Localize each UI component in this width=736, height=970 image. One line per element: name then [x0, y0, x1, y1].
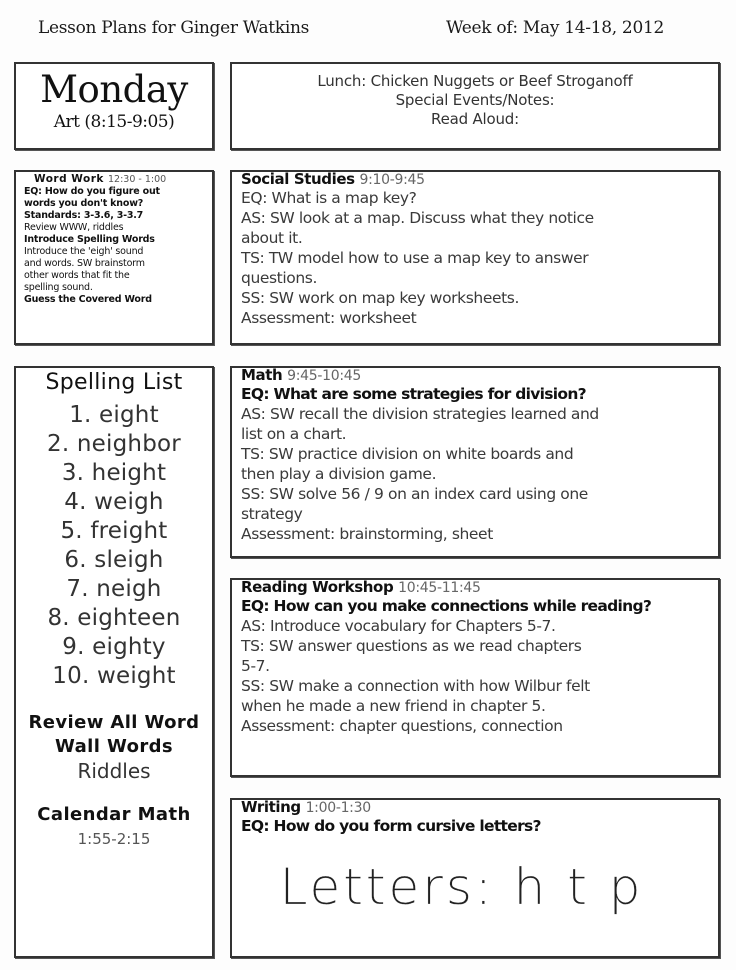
ss-line: AS: SW look at a map. Discuss what they notice — [241, 209, 594, 227]
math-time: 9:45-10:45 — [287, 368, 361, 384]
spelling-word: 6. sleigh — [64, 547, 164, 573]
math-line: AS: SW recall the division strategies learned and — [241, 405, 599, 423]
reading-line: 5-7. — [241, 657, 270, 675]
ss-line: TS: TW model how to use a map key to answer — [241, 249, 589, 267]
ss-line: SS: SW work on map key worksheets. — [241, 289, 519, 307]
writing-time: 1:00-1:30 — [305, 800, 371, 816]
word-work-standards: Standards: 3-3.6, 3-3.7 — [24, 210, 144, 221]
math-box — [230, 366, 720, 558]
word-work-title-text: Word Work — [34, 173, 104, 185]
social-studies-title — [241, 172, 712, 188]
writing-title-text: Writing — [241, 798, 301, 816]
calendar-math-title: Calendar Math — [37, 804, 191, 825]
word-work-time: 12:30 - 1:00 — [108, 174, 167, 185]
ss-line: EQ: What is a map key? — [241, 189, 417, 207]
math-title — [241, 368, 712, 384]
spelling-word: 8. eighteen — [47, 605, 181, 631]
page-title: Lesson Plans for Ginger Watkins — [38, 18, 310, 38]
math-title-text: Math — [241, 366, 283, 384]
writing-title — [241, 800, 712, 816]
ss-line: about it. — [241, 229, 303, 247]
math-line: then play a division game. — [241, 465, 437, 483]
math-line: list on a chart. — [241, 425, 347, 443]
spelling-word: 2. neighbor — [47, 431, 181, 457]
word-work-intro-4: spelling sound. — [24, 282, 93, 293]
word-work-intro-3: other words that fit the — [24, 270, 130, 281]
riddles-label: Riddles — [77, 759, 151, 783]
spelling-list — [16, 401, 212, 691]
lunch-note: Lunch: Chicken Nuggets or Beef Stroganoff — [317, 72, 633, 90]
ss-line: questions. — [241, 269, 317, 287]
reading-workshop-box — [230, 578, 720, 777]
day-special-class: Art (8:15-9:05) — [53, 112, 175, 132]
word-work-review: Review WWW, riddles — [24, 222, 124, 233]
word-work-title — [24, 173, 208, 186]
social-studies-title-text: Social Studies — [241, 170, 355, 188]
spelling-word: 10. weight — [52, 663, 176, 689]
reading-eq: EQ: How can you make connections while reading? — [241, 597, 652, 615]
math-line: SS: SW solve 56 / 9 on an index card using one — [241, 485, 588, 503]
calendar-math-section — [16, 803, 212, 849]
reading-line: TS: SW answer questions as we read chapters — [241, 637, 582, 655]
special-events-label: Special Events/Notes: — [395, 91, 555, 109]
word-work-eq-1: EQ: How do you figure out — [24, 186, 160, 197]
math-eq: EQ: What are some strategies for division? — [241, 385, 586, 403]
reading-time: 10:45-11:45 — [398, 580, 481, 596]
reading-line: Assessment: chapter questions, connection — [241, 717, 563, 735]
word-work-intro-1: Introduce the 'eigh' sound — [24, 246, 144, 257]
spelling-box — [14, 366, 214, 958]
spelling-word: 5. freight — [60, 518, 168, 544]
word-work-game: Guess the Covered Word — [24, 294, 152, 305]
spelling-word: 4. weigh — [64, 489, 164, 515]
day-name: Monday — [40, 68, 188, 111]
word-work-box — [14, 170, 214, 345]
word-work-intro-heading: Introduce Spelling Words — [24, 234, 155, 245]
spelling-word: 7. neigh — [66, 576, 162, 602]
read-aloud-label: Read Aloud: — [431, 110, 519, 128]
word-work-eq-2: words you don't know? — [24, 198, 144, 209]
spelling-title: Spelling List — [45, 370, 183, 395]
week-of-label: Week of: May 14-18, 2012 — [446, 18, 665, 38]
social-studies-time: 9:10-9:45 — [359, 172, 425, 188]
reading-title — [241, 580, 712, 596]
reading-line: SS: SW make a connection with how Wilbur felt — [241, 677, 590, 695]
spelling-word: 9. eighty — [62, 634, 166, 660]
review-line-1: Review All Word — [28, 712, 200, 733]
reading-line: AS: Introduce vocabulary for Chapters 5-7. — [241, 617, 556, 635]
reading-line: when he made a new friend in chapter 5. — [241, 697, 546, 715]
review-line-2: Wall Words — [54, 736, 174, 757]
math-line: strategy — [241, 505, 303, 523]
social-studies-box — [230, 170, 720, 345]
ss-line: Assessment: worksheet — [241, 309, 417, 327]
notes-box — [230, 62, 720, 150]
calendar-math-time: 1:55-2:15 — [77, 830, 151, 848]
word-work-intro-2: and words. SW brainstorm — [24, 258, 145, 269]
review-section — [16, 711, 212, 783]
writing-box — [230, 798, 720, 958]
day-box — [14, 62, 214, 150]
spelling-word: 1. eight — [69, 402, 159, 428]
writing-eq: EQ: How do you form cursive letters? — [241, 817, 541, 835]
cursive-letters: Letters: h t p — [279, 858, 644, 916]
spelling-word: 3. height — [61, 460, 167, 486]
reading-title-text: Reading Workshop — [241, 578, 394, 596]
math-line: Assessment: brainstorming, sheet — [241, 525, 493, 543]
math-line: TS: SW practice division on white boards and — [241, 445, 574, 463]
